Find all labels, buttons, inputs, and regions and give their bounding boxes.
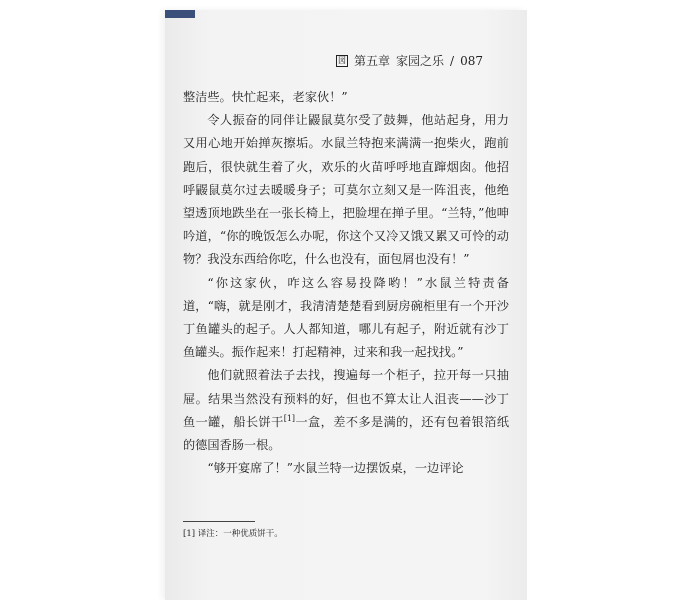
paragraph-4-part-b: 一盒，差不多是满的，还有包着银箔纸的德国香肠一根。 [183, 414, 510, 453]
page-separator: / [450, 53, 455, 68]
footnote [183, 527, 283, 539]
cover-corner [165, 10, 195, 18]
paragraph-2: 令人振奋的同伴让鼹鼠莫尔受了鼓舞，他站起身，用力又用心地开始掸灰擦垢。水鼠兰特抱来满满一抱柴火，跑前跑后，很快就生着了火，欢乐的火苗呼呼地直蹿烟囱。他招呼鼹鼠莫尔过去暖暖身子；可莫尔立刻又是一阵沮丧，他绝望透顶地跌坐在一张长椅上，把脸埋在掸子里。“兰特，”他呻吟道，“你的晚饭怎么办呢，你这个又冷又饿又累又可怜的动物？我没东西给你吃，什么也没有，面包屑也没有！” [183, 113, 509, 267]
chapter-label: 第五章 [354, 54, 391, 68]
paragraph-3: “你这家伙，咋这么容易投降哟！”水鼠兰特责备道，“嗨，就是刚才，我清清楚楚看到厨房碗柜里有一个开沙丁鱼罐头的起子。人人都知道，哪儿有起子，附近就有沙丁鱼罐头。振作起来！打起精神，过来和我一起找找。” [183, 275, 509, 360]
footnote-divider [183, 521, 255, 522]
book-logo-icon: 図 [338, 55, 347, 65]
footnote-text: 译注：一种优质饼干。 [197, 529, 283, 539]
paragraph-1: 整洁些。快忙起来，老家伙！” [183, 90, 348, 104]
paragraph-5: “够开宴席了！”水鼠兰特一边摆饭桌，一边评论 [207, 461, 464, 476]
book-page [165, 10, 527, 600]
body-text [183, 86, 509, 480]
footnote-marker: [1] [183, 529, 196, 539]
running-head [336, 52, 483, 69]
section-title: 家园之乐 [396, 54, 445, 68]
footnote-reference: [1] [283, 413, 296, 423]
page-number: 087 [460, 53, 483, 68]
paragraph-4 [183, 364, 509, 457]
paragraph-4-part-a: 他们就照着法子去找，搜遍每一个柜子，拉开每一只抽屉。结果当然没有预料的好，但也不算太让人沮丧——沙丁鱼一罐，船长饼干 [183, 368, 509, 429]
